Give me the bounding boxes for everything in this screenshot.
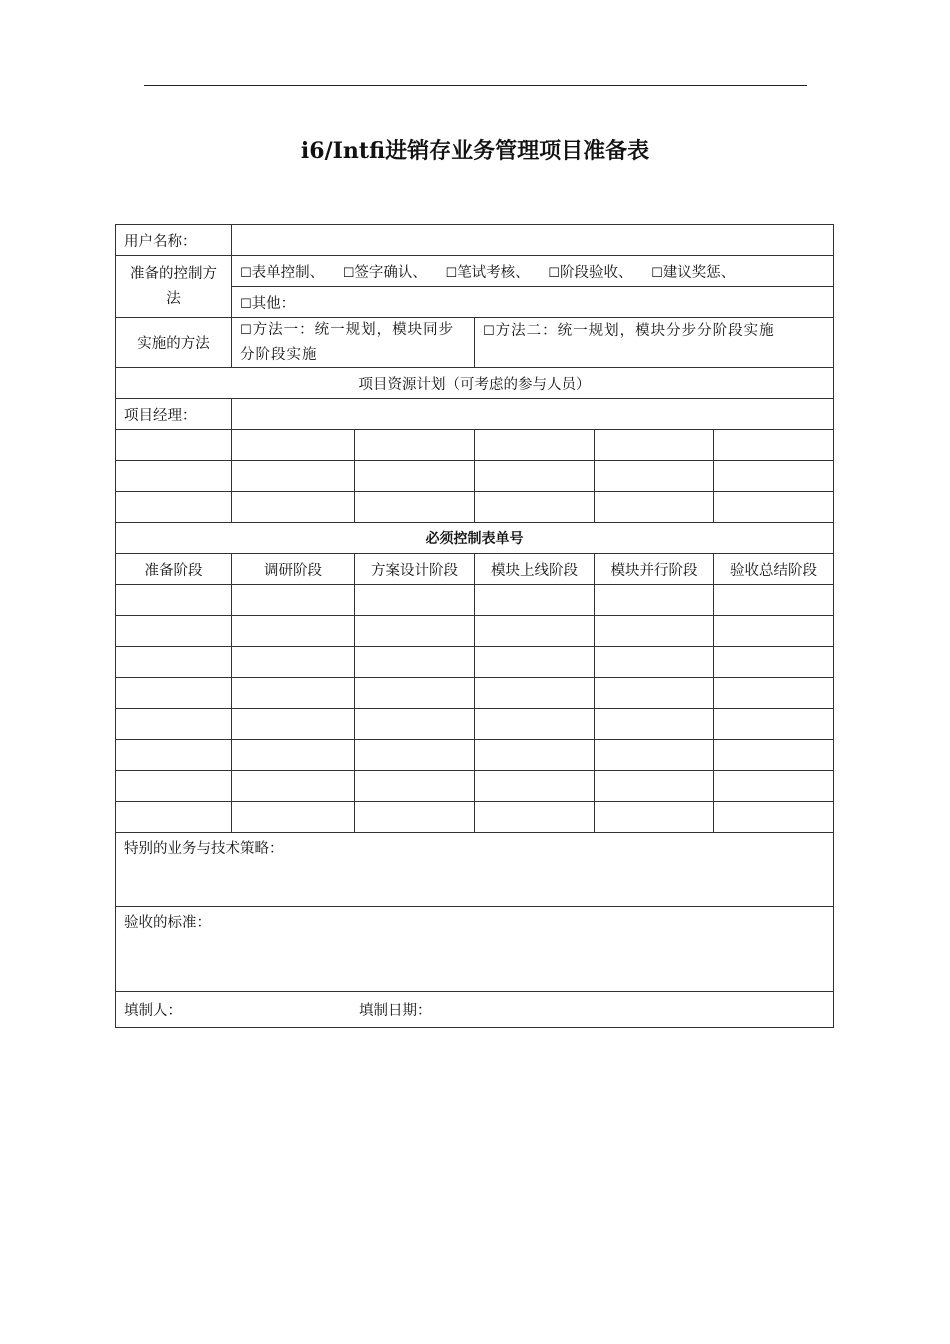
- form-cell[interactable]: [714, 709, 834, 740]
- special-strategy-label: 特别的业务与技术策略：: [124, 841, 284, 857]
- form-cell[interactable]: [232, 678, 355, 709]
- user-name-label: 用户名称：: [116, 225, 232, 256]
- top-rule: [144, 85, 807, 86]
- form-cell[interactable]: [595, 802, 714, 833]
- form-cell[interactable]: [714, 740, 834, 771]
- control-option[interactable]: ☐建议奖惩、: [651, 264, 736, 281]
- form-cell[interactable]: [714, 585, 834, 616]
- resource-cell[interactable]: [116, 461, 232, 492]
- form-cell[interactable]: [355, 585, 475, 616]
- resource-cell[interactable]: [232, 492, 355, 523]
- resource-cell[interactable]: [475, 461, 595, 492]
- resource-cell[interactable]: [116, 492, 232, 523]
- resource-cell[interactable]: [475, 492, 595, 523]
- impl-option-1[interactable]: ☐方法一：统一规划，模块同步分阶段实施: [232, 318, 475, 368]
- preparation-form: [115, 224, 834, 1028]
- impl-method-label: 实施的方法: [116, 318, 232, 368]
- form-cell[interactable]: [475, 740, 595, 771]
- form-cell[interactable]: [595, 647, 714, 678]
- form-cell[interactable]: [355, 647, 475, 678]
- form-cell[interactable]: [355, 771, 475, 802]
- resource-cell[interactable]: [595, 461, 714, 492]
- form-cell[interactable]: [475, 802, 595, 833]
- resource-cell[interactable]: [355, 430, 475, 461]
- form-cell[interactable]: [595, 771, 714, 802]
- resource-cell[interactable]: [475, 430, 595, 461]
- stage-header: 调研阶段: [232, 554, 355, 585]
- form-cell[interactable]: [595, 709, 714, 740]
- resource-cell[interactable]: [232, 430, 355, 461]
- form-cell[interactable]: [232, 771, 355, 802]
- form-cell[interactable]: [232, 802, 355, 833]
- special-strategy-field[interactable]: [116, 833, 834, 907]
- control-option[interactable]: ☐笔试考核、: [445, 264, 530, 281]
- form-cell[interactable]: [232, 647, 355, 678]
- resource-cell[interactable]: [595, 430, 714, 461]
- control-option[interactable]: ☐阶段验收、: [548, 264, 633, 281]
- form-cell[interactable]: [116, 585, 232, 616]
- form-cell[interactable]: [475, 616, 595, 647]
- form-cell[interactable]: [116, 709, 232, 740]
- form-cell[interactable]: [475, 771, 595, 802]
- form-cell[interactable]: [355, 740, 475, 771]
- acceptance-label: 验收的标准：: [124, 915, 211, 931]
- form-cell[interactable]: [232, 740, 355, 771]
- control-option[interactable]: ☐签字确认、: [342, 264, 427, 281]
- form-cell[interactable]: [355, 678, 475, 709]
- project-manager-field[interactable]: [232, 399, 834, 430]
- stage-header: 模块上线阶段: [475, 554, 595, 585]
- user-name-field[interactable]: [232, 225, 834, 256]
- resource-cell[interactable]: [355, 461, 475, 492]
- resource-cell[interactable]: [355, 492, 475, 523]
- form-cell[interactable]: [116, 616, 232, 647]
- control-options: [232, 256, 834, 287]
- resource-cell[interactable]: [714, 430, 834, 461]
- resource-cell[interactable]: [595, 492, 714, 523]
- form-cell[interactable]: [116, 802, 232, 833]
- form-cell[interactable]: [714, 678, 834, 709]
- form-cell[interactable]: [232, 585, 355, 616]
- filler-label: 填制人：: [124, 1003, 182, 1019]
- form-cell[interactable]: [232, 616, 355, 647]
- form-cell[interactable]: [475, 585, 595, 616]
- project-manager-label: 项目经理：: [116, 399, 232, 430]
- resource-cell[interactable]: [232, 461, 355, 492]
- form-cell[interactable]: [116, 678, 232, 709]
- form-cell[interactable]: [595, 678, 714, 709]
- control-option[interactable]: ☐表单控制、: [240, 264, 325, 281]
- resource-cell[interactable]: [714, 492, 834, 523]
- stage-header: 模块并行阶段: [595, 554, 714, 585]
- form-cell[interactable]: [475, 678, 595, 709]
- form-cell[interactable]: [232, 709, 355, 740]
- form-cell[interactable]: [595, 616, 714, 647]
- form-cell[interactable]: [714, 616, 834, 647]
- stage-header: 准备阶段: [116, 554, 232, 585]
- acceptance-field[interactable]: [116, 907, 834, 992]
- page-title: i6/Intfi进销存业务管理项目准备表: [300, 138, 650, 164]
- resource-plan-heading: 项目资源计划（可考虑的参与人员）: [116, 368, 834, 399]
- form-cell[interactable]: [714, 647, 834, 678]
- form-cell[interactable]: [595, 740, 714, 771]
- form-cell[interactable]: [116, 740, 232, 771]
- stage-header: 验收总结阶段: [714, 554, 834, 585]
- stage-header: 方案设计阶段: [355, 554, 475, 585]
- form-cell[interactable]: [475, 709, 595, 740]
- fill-date-label: 填制日期：: [359, 1003, 432, 1019]
- form-cell[interactable]: [116, 647, 232, 678]
- control-option-other[interactable]: ☐其他：: [232, 287, 834, 318]
- form-cell[interactable]: [355, 616, 475, 647]
- resource-cell[interactable]: [714, 461, 834, 492]
- required-forms-heading: 必须控制表单号: [116, 523, 834, 554]
- footer-row: [116, 992, 834, 1028]
- resource-cell[interactable]: [116, 430, 232, 461]
- control-method-label: 准备的控制方法: [116, 256, 232, 318]
- form-cell[interactable]: [714, 771, 834, 802]
- form-cell[interactable]: [475, 647, 595, 678]
- form-cell[interactable]: [714, 802, 834, 833]
- form-cell[interactable]: [595, 585, 714, 616]
- impl-option-2[interactable]: ☐方法二：统一规划，模块分步分阶段实施: [475, 318, 834, 368]
- form-cell[interactable]: [355, 802, 475, 833]
- form-cell[interactable]: [355, 709, 475, 740]
- form-cell[interactable]: [116, 771, 232, 802]
